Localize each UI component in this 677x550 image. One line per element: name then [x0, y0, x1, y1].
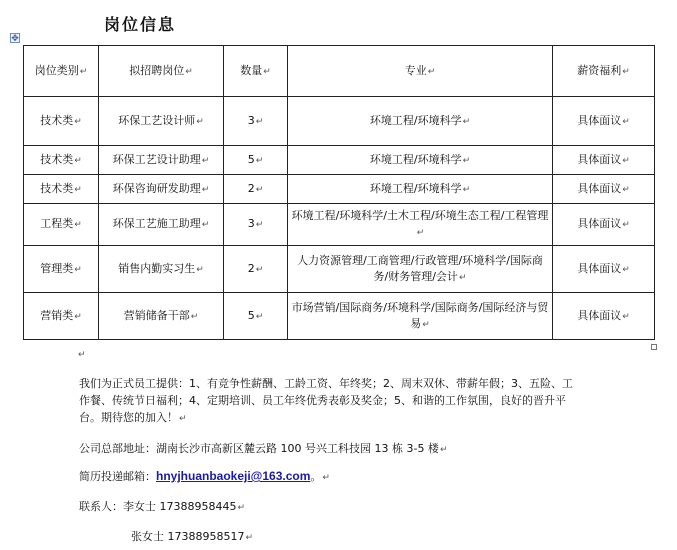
page-title: 岗位信息 [104, 15, 177, 34]
table-move-handle[interactable]: ✥ [11, 34, 19, 44]
cell-count: 2↵ [224, 175, 288, 204]
cell-category: 技术类↵ [24, 146, 99, 175]
cell-salary: 具体面议↵ [553, 293, 655, 340]
resume-email-line: 简历投递邮箱：hnyjhuanbaokeji@163.com。↵ [79, 469, 330, 483]
cell-count: 2↵ [224, 246, 288, 293]
cell-position: 环保工艺施工助理↵ [99, 204, 224, 246]
cell-position: 销售内勤实习生↵ [99, 246, 224, 293]
table-resize-handle[interactable] [651, 344, 657, 350]
paragraph-mark: ↵ [78, 350, 86, 360]
table-row [24, 97, 655, 146]
cell-major: 市场营销/国际商务/环境科学/国际商务/国际经济与贸易↵ [288, 293, 553, 340]
table-row [24, 175, 655, 204]
cell-position: 环保咨询研发助理↵ [99, 175, 224, 204]
cell-major: 环境工程/环境科学↵ [288, 146, 553, 175]
header-salary: 薪资福利↵ [553, 46, 655, 97]
cell-major: 环境工程/环境科学↵ [288, 97, 553, 146]
cell-count: 5↵ [224, 293, 288, 340]
table-row [24, 246, 655, 293]
contact-line-2: 张女士 17388958517↵ [131, 530, 254, 543]
cell-salary: 具体面议↵ [553, 204, 655, 246]
table-row [24, 204, 655, 246]
cell-count: 5↵ [224, 146, 288, 175]
header-category: 岗位类别↵ [24, 46, 99, 97]
table-row [24, 146, 655, 175]
cell-category: 营销类↵ [24, 293, 99, 340]
table-header-row [24, 46, 655, 97]
header-count: 数量↵ [224, 46, 288, 97]
cell-category: 技术类↵ [24, 97, 99, 146]
cell-salary: 具体面议↵ [553, 175, 655, 204]
cell-major: 环境工程/环境科学/土木工程/环境生态工程/工程管理↵ [288, 204, 553, 246]
address-line: 公司总部地址：湖南长沙市高新区麓云路 100 号兴工科技园 13 栋 3-5 楼↵ [79, 442, 448, 455]
cell-category: 技术类↵ [24, 175, 99, 204]
cell-major: 人力资源管理/工商管理/行政管理/环境科学/国际商务/财务管理/会计↵ [288, 246, 553, 293]
cell-major: 环境工程/环境科学↵ [288, 175, 553, 204]
cell-category: 管理类↵ [24, 246, 99, 293]
cell-count: 3↵ [224, 97, 288, 146]
cell-category: 工程类↵ [24, 204, 99, 246]
table-row [24, 293, 655, 340]
header-position: 拟招聘岗位↵ [99, 46, 224, 97]
benefits-text: 我们为正式员工提供：1、有竞争性薪酬、工龄工资、年终奖；2、周末双休、带薪年假；3、五险、工作餐、传统节日福利；4、定期培训、员工年终优秀表彰及奖金；5、和谐的工作氛围，良好的晋升平台。期待您的加入！↵ [79, 377, 573, 424]
contact-line-1: 联系人：李女士 17388958445↵ [79, 500, 246, 513]
cell-salary: 具体面议↵ [553, 246, 655, 293]
header-major: 专业↵ [288, 46, 553, 97]
cell-salary: 具体面议↵ [553, 146, 655, 175]
cell-position: 营销储备干部↵ [99, 293, 224, 340]
cell-salary: 具体面议↵ [553, 97, 655, 146]
cell-position: 环保工艺设计师↵ [99, 97, 224, 146]
cell-position: 环保工艺设计助理↵ [99, 146, 224, 175]
cell-count: 3↵ [224, 204, 288, 246]
jobs-table [23, 45, 655, 340]
email-link[interactable]: hnyjhuanbaokeji@163.com [156, 469, 311, 483]
